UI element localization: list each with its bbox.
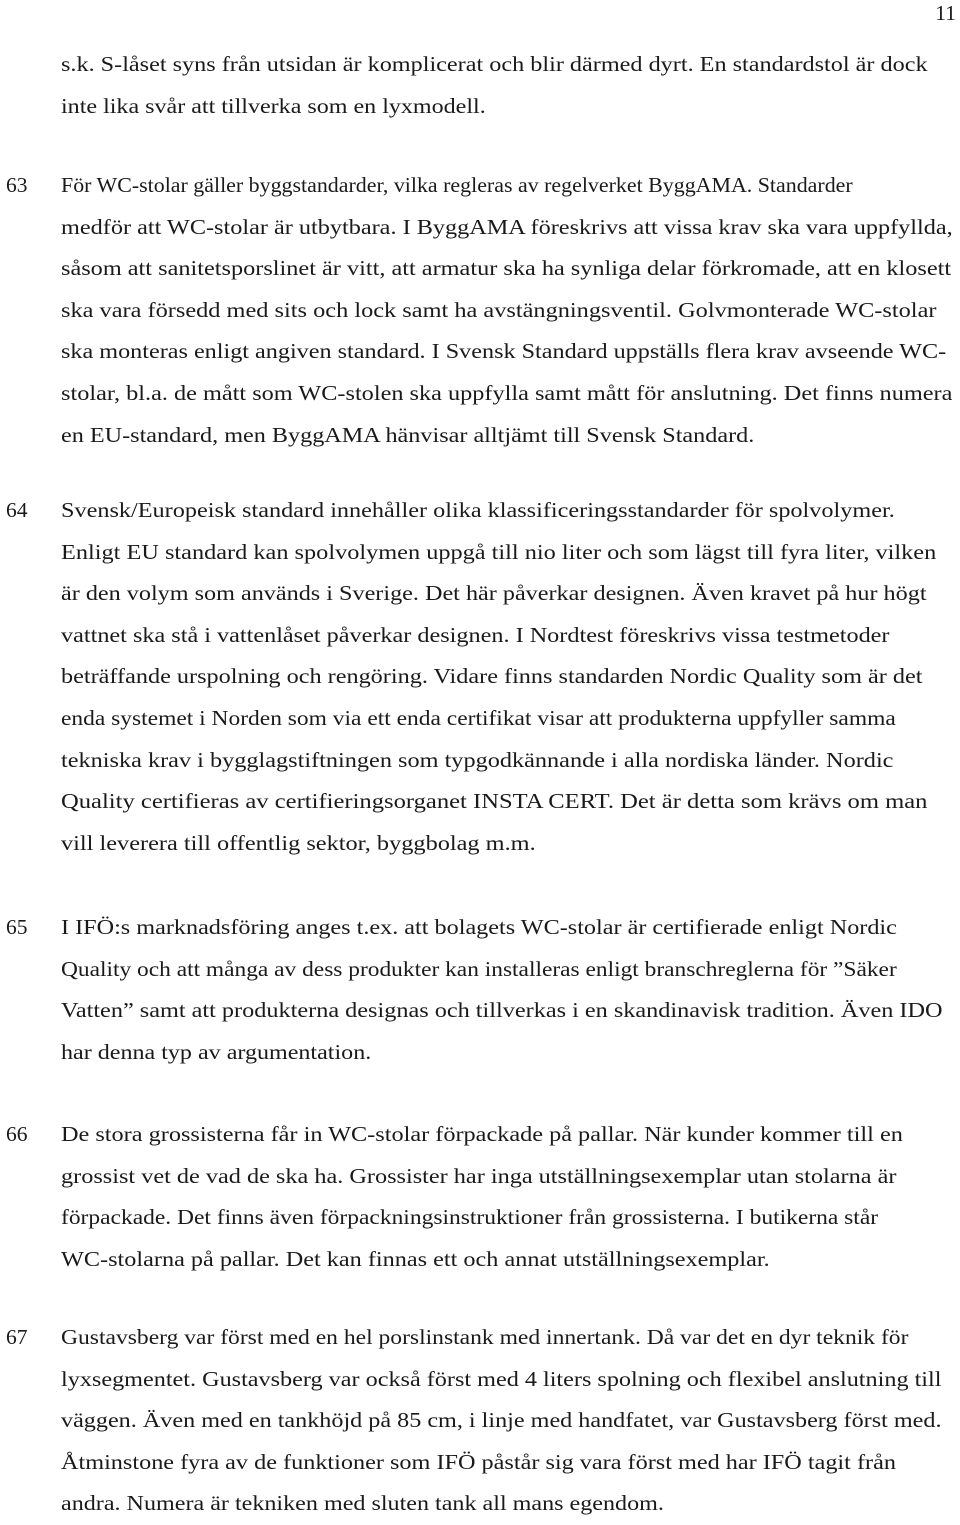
paragraph-line: Gustavsberg var först med en hel porslinstank med innertank. Då var det en dyr teknik för [61,1325,909,1349]
paragraph-number: 66 [6,1122,28,1146]
paragraph-line: För WC-stolar gäller byggstandarder, vilka regleras av regelverket ByggAMA. Standarder [61,173,853,197]
paragraph-number: 64 [6,498,28,522]
paragraph-line: enda systemet i Norden som via ett enda certifikat visar att produkterna uppfyller samma [61,706,896,730]
paragraph-line: tekniska krav i bygglagstiftningen som typgodkännande i alla nordiska länder. Nordic [61,747,894,772]
paragraph-line: Enligt EU standard kan spolvolymen uppgå till nio liter och som lägst till fyra liter, vilken [61,539,937,564]
paragraph-line: I IFÖ:s marknadsföring anges t.ex. att bolagets WC-stolar är certifierade enligt Nordic [61,915,897,939]
paragraph-line: WC-stolarna på pallar. Det kan finnas ett och annat utställningsexemplar. [61,1246,770,1271]
paragraph-line: Quality och att många av dess produkter kan installeras enligt branschreglerna för ”Säker [61,956,897,981]
paragraph-line: vattnet ska stå i vattenlåset påverkar designen. I Nordtest föreskrivs vissa testmetoder [61,622,890,647]
paragraph-line: s.k. S-låset syns från utsidan är komplicerat och blir därmed dyrt. En standardstol är dock [61,52,928,76]
paragraph-line: De stora grossisterna får in WC-stolar förpackade på pallar. När kunder kommer till en [61,1122,903,1146]
paragraph-line: Åtminstone fyra av de funktioner som IFÖ påstår sig vara först med har IFÖ tagit från [61,1449,896,1474]
paragraph-line: vill leverera till offentlig sektor, byggbolag m.m. [61,830,536,855]
paragraph-number: 63 [6,173,28,197]
paragraph-line: ska vara försedd med sits och lock samt ha avstängningsventil. Golvmonterade WC-stolar [61,297,937,322]
paragraph-line: såsom att sanitetsporslinet är vitt, att armatur ska ha synliga delar förkromade, att en klosett [61,256,952,281]
paragraph-line: väggen. Även med en tankhöjd på 85 cm, i linje med handfatet, var Gustavsberg först med. [61,1408,942,1433]
paragraph-line: Svensk/Europeisk standard innehåller olika klassificeringsstandarder för spolvolymer. [61,498,895,522]
paragraph-line: förpackade. Det finns även förpackningsinstruktioner från grossisterna. I butikerna står [61,1205,879,1230]
paragraph-line: en EU-standard, men ByggAMA hänvisar alltjämt till Svensk Standard. [61,422,755,447]
paragraph-number: 67 [6,1325,28,1349]
paragraph-line: medför att WC-stolar är utbytbara. I ByggAMA föreskrivs att vissa krav ska vara uppfyllda, [61,214,953,239]
paragraph-line: andra. Numera är tekniken med sluten tank all mans egendom. [61,1491,664,1516]
paragraph-line: stolar, bl.a. de mått som WC-stolen ska uppfylla samt mått för anslutning. Det finns numera [61,381,953,405]
paragraph-line: har denna typ av argumentation. [61,1039,372,1064]
paragraph-line: Quality certifieras av certifieringsorganet INSTA CERT. Det är detta som krävs om man [61,789,928,814]
paragraph-line: Vatten” samt att produkterna designas och tillverkas i en skandinavisk tradition. Även IDO [61,998,943,1023]
paragraph-number: 65 [6,915,28,939]
page-number: 11 [935,1,956,25]
paragraph-line: är den volym som används i Sverige. Det här påverkar designen. Även kravet på hur högt [61,581,927,606]
paragraph-line: ska monteras enligt angiven standard. I Svensk Standard uppställs flera krav avseende WC- [61,339,947,364]
paragraph-line: inte lika svår att tillverka som en lyxmodell. [61,93,486,118]
paragraph-line: grossist vet de vad de ska ha. Grossister har inga utställningsexemplar utan stolarna är [61,1163,897,1188]
paragraph-line: lyxsegmentet. Gustavsberg var också först med 4 liters spolning och flexibel anslutning till [61,1366,942,1391]
paragraph-line: beträffande urspolning och rengöring. Vidare finns standarden Nordic Quality som är det [61,664,923,689]
